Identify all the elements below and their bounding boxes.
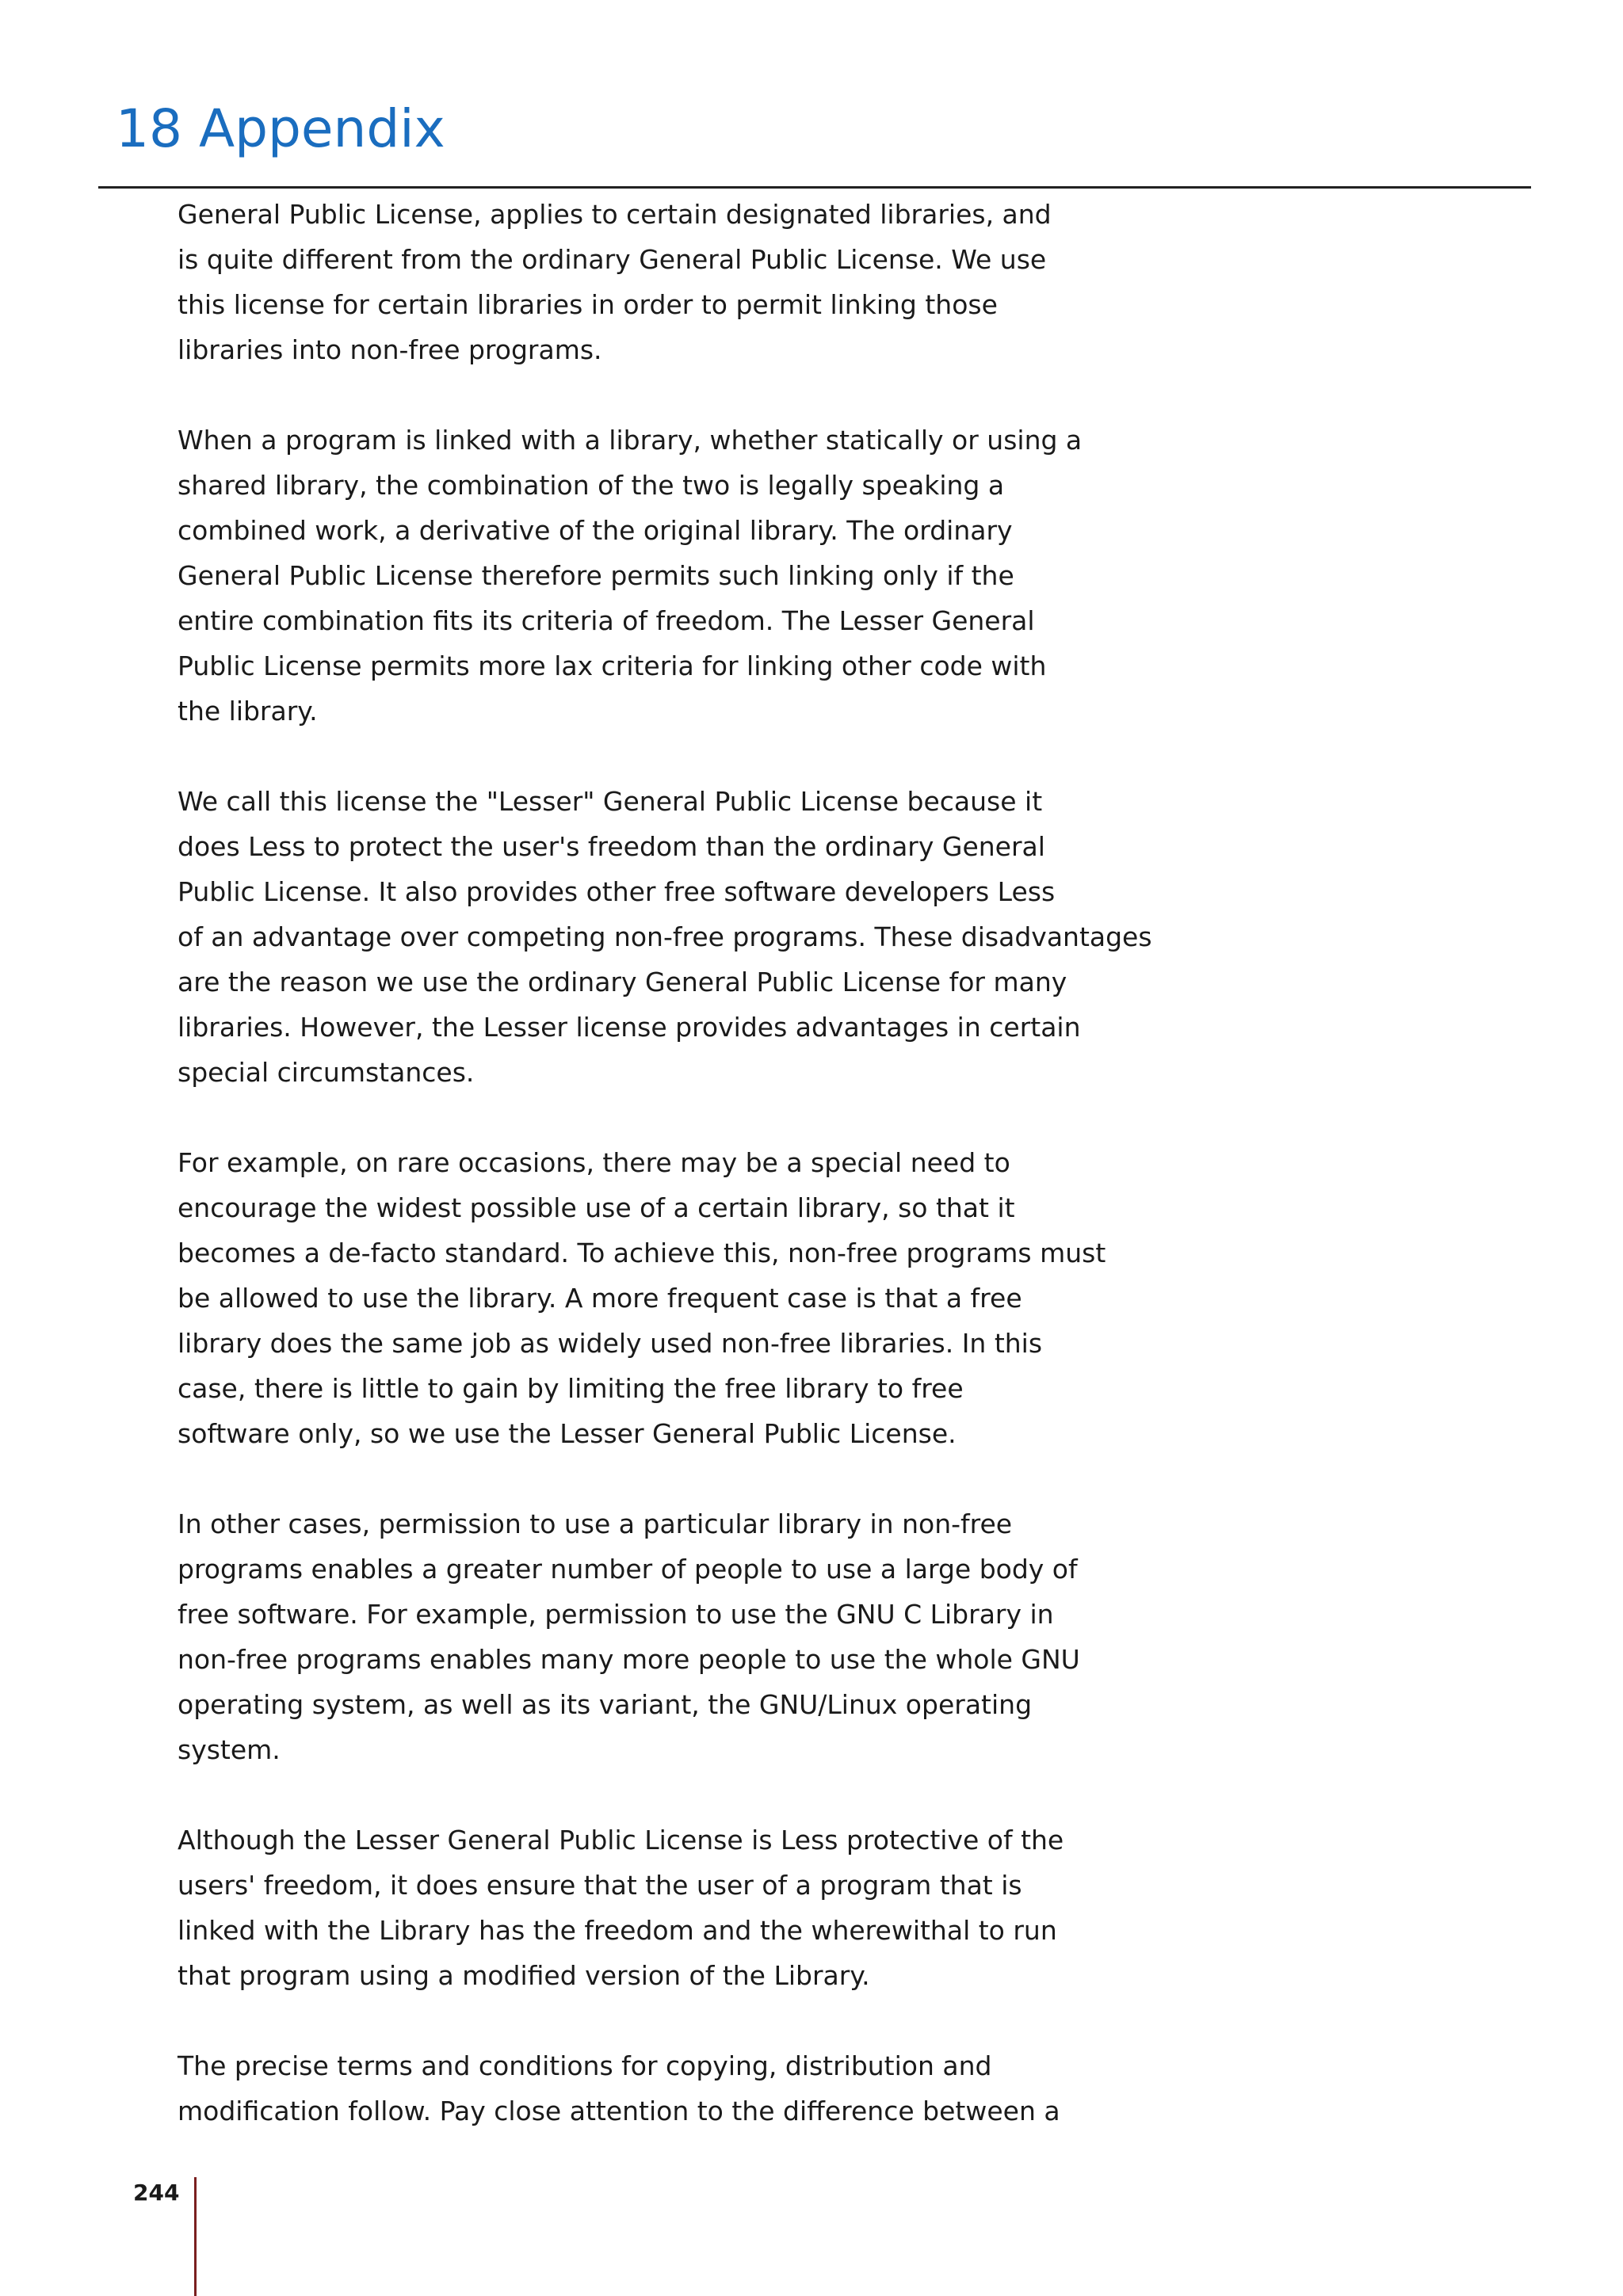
text-line: users' freedom, it does ensure that the user of a program that is	[178, 1870, 1022, 1901]
text-line: The precise terms and conditions for copying, distribution and	[178, 2050, 992, 2081]
body-text	[178, 192, 1152, 2134]
text-line: Public License permits more lax criteria for linking other code with	[178, 650, 1047, 681]
text-line: special circumstances.	[178, 1057, 475, 1088]
paragraph-spacer	[178, 1456, 1128, 1501]
text-line: When a program is linked with a library, whether statically or using a	[178, 425, 1083, 456]
text-line: software only, so we use the Lesser General Public License.	[178, 1418, 957, 1449]
text-line: are the reason we use the ordinary General Public License for many	[178, 967, 1067, 997]
paragraph	[178, 1501, 1128, 1772]
text-line: modification follow. Pay close attention to the difference between a	[178, 2096, 1060, 2126]
text-line: libraries. However, the Lesser license provides advantages in certain	[178, 1012, 1081, 1043]
text-line: of an advantage over competing non-free programs. These disadvantages	[178, 921, 1152, 952]
paragraph-spacer	[178, 734, 1128, 779]
text-line: shared library, the combination of the two is legally speaking a	[178, 470, 1005, 501]
paragraph	[178, 779, 1152, 1095]
text-line: does Less to protect the user's freedom than the ordinary General	[178, 831, 1045, 862]
text-line: is quite different from the ordinary General Public License. We use	[178, 244, 1047, 275]
paragraph-spacer	[178, 372, 1128, 418]
page-number: 244	[133, 2180, 180, 2206]
text-line: operating system, as well as its variant, the GNU/Linux operating	[178, 1689, 1033, 1720]
text-line: system.	[178, 1734, 281, 1765]
text-line: Although the Lesser General Public License is Less protective of the	[178, 1825, 1064, 1855]
paragraph	[178, 2043, 1128, 2134]
text-line: We call this license the "Lesser" General Public License because it	[178, 786, 1043, 817]
text-line: entire combination fits its criteria of freedom. The Lesser General	[178, 605, 1035, 636]
text-line: be allowed to use the library. A more frequent case is that a free	[178, 1283, 1022, 1314]
paragraph	[178, 1817, 1128, 1998]
text-line: combined work, a derivative of the original library. The ordinary	[178, 515, 1013, 546]
paragraph-spacer	[178, 1998, 1128, 2043]
text-line: General Public License, applies to certain designated libraries, and	[178, 199, 1052, 230]
text-line: this license for certain libraries in order to permit linking those	[178, 289, 998, 320]
text-line: In other cases, permission to use a particular library in non-free	[178, 1508, 1013, 1539]
text-line: non-free programs enables many more people to use the whole GNU	[178, 1644, 1080, 1675]
paragraph	[178, 418, 1128, 734]
paragraph	[178, 1140, 1128, 1456]
text-line: For example, on rare occasions, there may be a special need to	[178, 1147, 1010, 1178]
page-number-rule	[194, 2177, 197, 2296]
text-line: library does the same job as widely used non-free libraries. In this	[178, 1328, 1043, 1359]
text-line: encourage the widest possible use of a certain library, so that it	[178, 1192, 1015, 1223]
paragraph	[178, 192, 1128, 372]
chapter-title: 18 Appendix	[116, 98, 445, 159]
text-line: Public License. It also provides other free software developers Less	[178, 876, 1056, 907]
paragraph-spacer	[178, 1772, 1128, 1817]
paragraph-spacer	[178, 1095, 1128, 1140]
text-line: General Public License therefore permits such linking only if the	[178, 560, 1014, 591]
text-line: linked with the Library has the freedom and the wherewithal to run	[178, 1915, 1057, 1946]
text-line: case, there is little to gain by limiting the free library to free	[178, 1373, 964, 1404]
text-line: free software. For example, permission to use the GNU C Library in	[178, 1599, 1054, 1630]
header-rule	[98, 186, 1531, 189]
text-line: becomes a de-facto standard. To achieve this, non-free programs must	[178, 1238, 1106, 1268]
text-line: that program using a modified version of the Library.	[178, 1960, 870, 1991]
text-line: libraries into non-free programs.	[178, 334, 602, 365]
text-line: the library.	[178, 696, 318, 727]
text-line: programs enables a greater number of people to use a large body of	[178, 1554, 1078, 1585]
